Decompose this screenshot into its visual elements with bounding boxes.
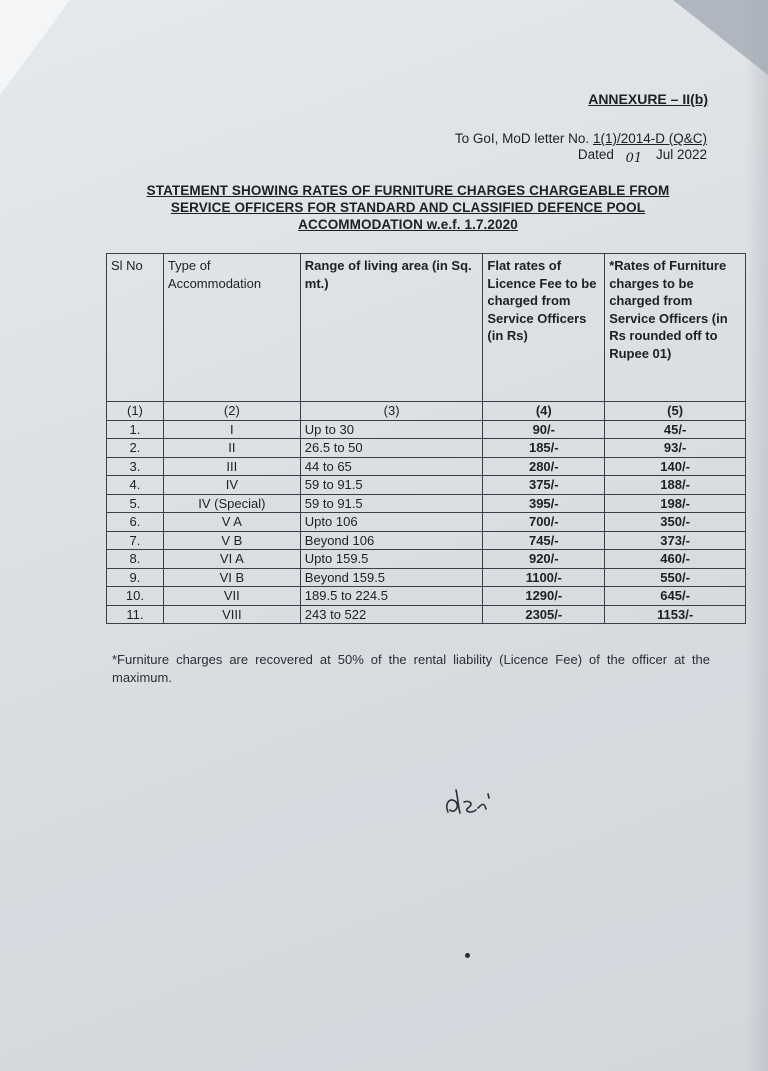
scan-speck [465,953,470,958]
header-type-of-accommodation: Type of Accommodation [163,254,300,402]
table-row [107,568,746,587]
cell-type: V A [163,513,300,532]
cell-licence-fee: 920/- [483,550,605,569]
cell-type: II [163,439,300,458]
cell-sl-no: 4. [107,476,164,495]
cell-type: VII [163,587,300,606]
cell-sl-no: 2. [107,439,164,458]
table-header-row [107,254,746,402]
header-sl-no: Sl No [107,254,164,402]
letter-number: 1(1)/2014-D (Q&C) [592,131,707,146]
table-row [107,457,746,476]
cell-sl-no: 11. [107,605,164,624]
statement-line-3: ACCOMMODATION w.e.f. 1.7.2020 [298,217,518,232]
table-row [107,531,746,550]
cell-sl-no: 8. [107,550,164,569]
letter-prefix: To GoI, MoD letter No. [454,131,590,146]
column-index-row [107,402,746,421]
cell-furniture-rate: 93/- [605,439,746,458]
table-row [107,494,746,513]
furniture-charges-table [106,253,746,624]
cell-licence-fee: 2305/- [483,605,605,624]
index-cell: (3) [300,402,483,421]
cell-furniture-rate: 460/- [605,550,746,569]
page-edge-shadow [746,0,768,1071]
cell-sl-no: 7. [107,531,164,550]
letter-date [577,147,707,166]
cell-furniture-rate: 645/- [605,587,746,606]
statement-line-1: STATEMENT SHOWING RATES OF FURNITURE CHARGES CHARGEABLE FROM [146,183,670,198]
cell-licence-fee: 1100/- [483,568,605,587]
cell-licence-fee: 700/- [483,513,605,532]
dated-month-year: Jul 2022 [655,147,707,162]
header-living-area: Range of living area (in Sq. mt.) [300,254,483,402]
table-row [107,476,746,495]
index-cell: (4) [483,402,605,421]
cell-licence-fee: 1290/- [483,587,605,606]
table-row [107,513,746,532]
cell-furniture-rate: 373/- [605,531,746,550]
cell-type: VI A [163,550,300,569]
cell-living-area: 189.5 to 224.5 [300,587,483,606]
annexure-label: ANNEXURE – II(b) [588,91,708,107]
cell-furniture-rate: 1153/- [605,605,746,624]
table-row [107,587,746,606]
cell-furniture-rate: 550/- [605,568,746,587]
cell-sl-no: 10. [107,587,164,606]
cell-living-area: 59 to 91.5 [300,494,483,513]
cell-living-area: 44 to 65 [300,457,483,476]
cell-furniture-rate: 188/- [605,476,746,495]
index-cell: (2) [163,402,300,421]
table-row [107,550,746,569]
cell-furniture-rate: 350/- [605,513,746,532]
letter-reference [455,131,707,146]
cell-living-area: 59 to 91.5 [300,476,483,495]
header-licence-fee: Flat rates of Licence Fee to be charged from Service Officers (in Rs) [483,254,605,402]
cell-furniture-rate: 45/- [605,420,746,439]
cell-sl-no: 6. [107,513,164,532]
handwritten-initials [440,782,500,822]
cell-living-area: 26.5 to 50 [300,439,483,458]
cell-type: IV [163,476,300,495]
folded-corner-left [0,0,70,95]
statement-title [108,182,708,233]
header-furniture-rates: *Rates of Furniture charges to be charged from Service Officers (in Rs rounded off to Rupee 01) [605,254,746,402]
cell-type: I [163,420,300,439]
cell-licence-fee: 395/- [483,494,605,513]
cell-type: III [163,457,300,476]
cell-sl-no: 3. [107,457,164,476]
dated-label: Dated [577,147,614,162]
cell-licence-fee: 90/- [483,420,605,439]
cell-licence-fee: 745/- [483,531,605,550]
cell-living-area: Upto 106 [300,513,483,532]
cell-sl-no: 1. [107,420,164,439]
footnote: *Furniture charges are recovered at 50% of the rental liability (Licence Fee) of the officer at the maximum. [112,652,710,685]
cell-living-area: 243 to 522 [300,605,483,624]
cell-type: VI B [163,568,300,587]
cell-licence-fee: 375/- [483,476,605,495]
statement-line-2: SERVICE OFFICERS FOR STANDARD AND CLASSIFIED DEFENCE POOL [170,200,646,215]
cell-living-area: Upto 159.5 [300,550,483,569]
cell-living-area: Up to 30 [300,420,483,439]
cell-sl-no: 5. [107,494,164,513]
cell-sl-no: 9. [107,568,164,587]
cell-furniture-rate: 198/- [605,494,746,513]
cell-living-area: Beyond 106 [300,531,483,550]
table-row [107,420,746,439]
cell-licence-fee: 185/- [483,439,605,458]
cell-type: VIII [163,605,300,624]
table-row [107,605,746,624]
dated-day: 01 [625,151,643,166]
index-cell: (1) [107,402,164,421]
cell-furniture-rate: 140/- [605,457,746,476]
cell-living-area: Beyond 159.5 [300,568,483,587]
cell-type: V B [163,531,300,550]
index-cell: (5) [605,402,746,421]
cell-type: IV (Special) [163,494,300,513]
table-row [107,439,746,458]
cell-licence-fee: 280/- [483,457,605,476]
